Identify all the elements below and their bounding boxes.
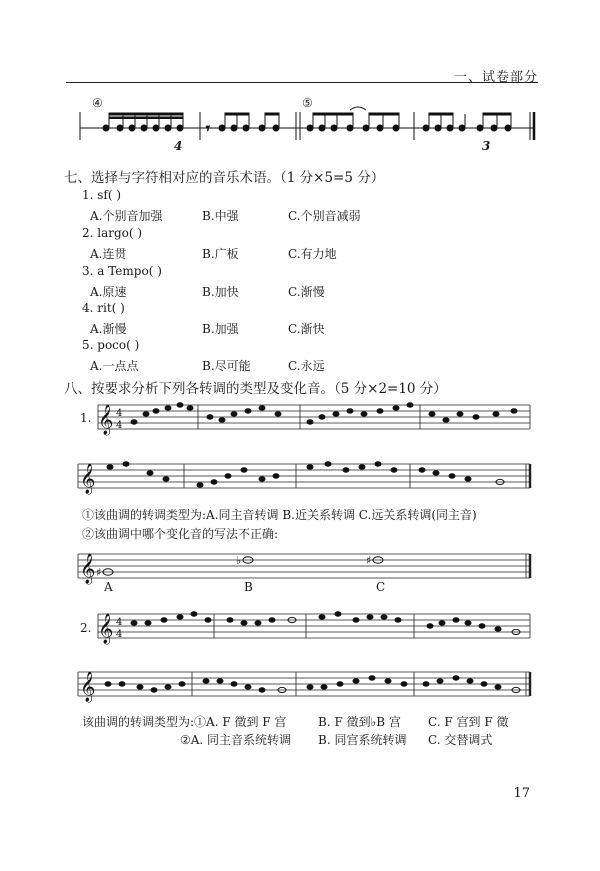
svg-text:♭: ♭ (236, 554, 242, 567)
svg-text:𝄞: 𝄞 (80, 464, 96, 494)
running-header: 一、试卷部分 (453, 70, 538, 85)
svg-text:4: 4 (116, 617, 123, 628)
option-b: B.中强 (202, 209, 239, 223)
staff-ex1-line2-notes (80, 462, 504, 495)
section8-title: 八、按要求分析下列各转调的类型及变化音。（5 分×2=10 分） (64, 381, 447, 397)
svg-text:♯: ♯ (96, 566, 102, 579)
rhythm-staff (80, 107, 535, 140)
staff-ex1-line1 (98, 405, 530, 429)
example2-option-b: B. F 徵到♭B 宫 (318, 715, 401, 729)
example2-question2-b: B. 同宫系统转调 (318, 733, 407, 747)
svg-text:𝄾: 𝄾 (206, 121, 210, 137)
rhythm-notes-4b (206, 113, 279, 137)
svg-text:𝄞: 𝄞 (98, 614, 114, 644)
rhythm-notes-5a (307, 107, 399, 131)
option-a: A.渐慢 (90, 322, 127, 336)
option-c: C.渐快 (288, 322, 325, 336)
option-b: B.加快 (202, 285, 239, 299)
example2-question2-c: C. 交替调式 (428, 733, 493, 747)
staff-ex2-line2 (78, 672, 530, 696)
staff-ex1-choice-notes (80, 553, 383, 585)
staff-ex1-line1-notes (98, 403, 517, 436)
tuplet-number: 3 (482, 139, 491, 153)
example2-question2-a: ②A. 同主音系统转调 (180, 733, 292, 747)
option-a: A.个别音加强 (90, 209, 163, 223)
option-c: C.个别音减弱 (288, 209, 361, 223)
svg-text:4: 4 (116, 420, 123, 431)
page-number: 17 (513, 786, 530, 801)
choice-label-c: C (376, 580, 386, 594)
staff-ex2-line1-notes (98, 612, 520, 645)
svg-text:♯: ♯ (366, 554, 372, 567)
svg-text:4: 4 (116, 408, 123, 419)
svg-text:𝄞: 𝄞 (98, 405, 114, 435)
choice-label-a: A (104, 580, 113, 594)
staff-ex2-line2-notes (80, 671, 520, 703)
choice-label-b: B (244, 580, 253, 594)
section7-title: 七、选择与字符相对应的音乐术语。（1 分×5=5 分） (64, 170, 385, 186)
svg-text:4: 4 (116, 629, 123, 640)
staff-ex1-choices (78, 554, 530, 578)
svg-text:𝄞: 𝄞 (80, 672, 96, 702)
question-stem: 2. largo( ) (82, 226, 143, 240)
option-c: C.渐慢 (288, 285, 325, 299)
option-a: A.原速 (90, 285, 127, 299)
example1-question1: ①该曲调的转调类型为:A.同主音转调 B.近关系转调 C.远关系转调(同主音) (82, 508, 477, 522)
question-stem: 4. rit( ) (82, 301, 125, 315)
option-b: B.加强 (202, 322, 239, 336)
option-c: C.有力地 (288, 247, 337, 261)
example2-label: 2. (80, 621, 92, 635)
staff-ex1-line2 (78, 464, 530, 488)
example2-option-c: C. F 宫到 F 徵 (428, 715, 509, 729)
option-a: A.连贯 (90, 247, 127, 261)
option-a: A.一点点 (90, 359, 139, 373)
example2-question-line1-prefix: 该曲调的转调类型为:①A. F 徵到 F 宫 (82, 715, 287, 729)
rhythm-label-5: ⑤ (302, 96, 313, 110)
tuplet-number: 4 (174, 139, 183, 153)
option-c: C.永远 (288, 359, 325, 373)
rhythm-label-4: ④ (92, 96, 103, 110)
example1-label: 1. (80, 411, 92, 425)
svg-text:𝄞: 𝄞 (80, 554, 96, 584)
question-stem: 3. a Tempo( ) (82, 264, 162, 278)
option-b: B.广板 (202, 247, 239, 261)
example1-question2: ②该曲调中哪个变化音的写法不正确: (82, 527, 279, 541)
question-stem: 5. poco( ) (82, 338, 140, 352)
option-b: B.尽可能 (202, 359, 251, 373)
question-stem: 1. sf( ) (82, 188, 122, 202)
